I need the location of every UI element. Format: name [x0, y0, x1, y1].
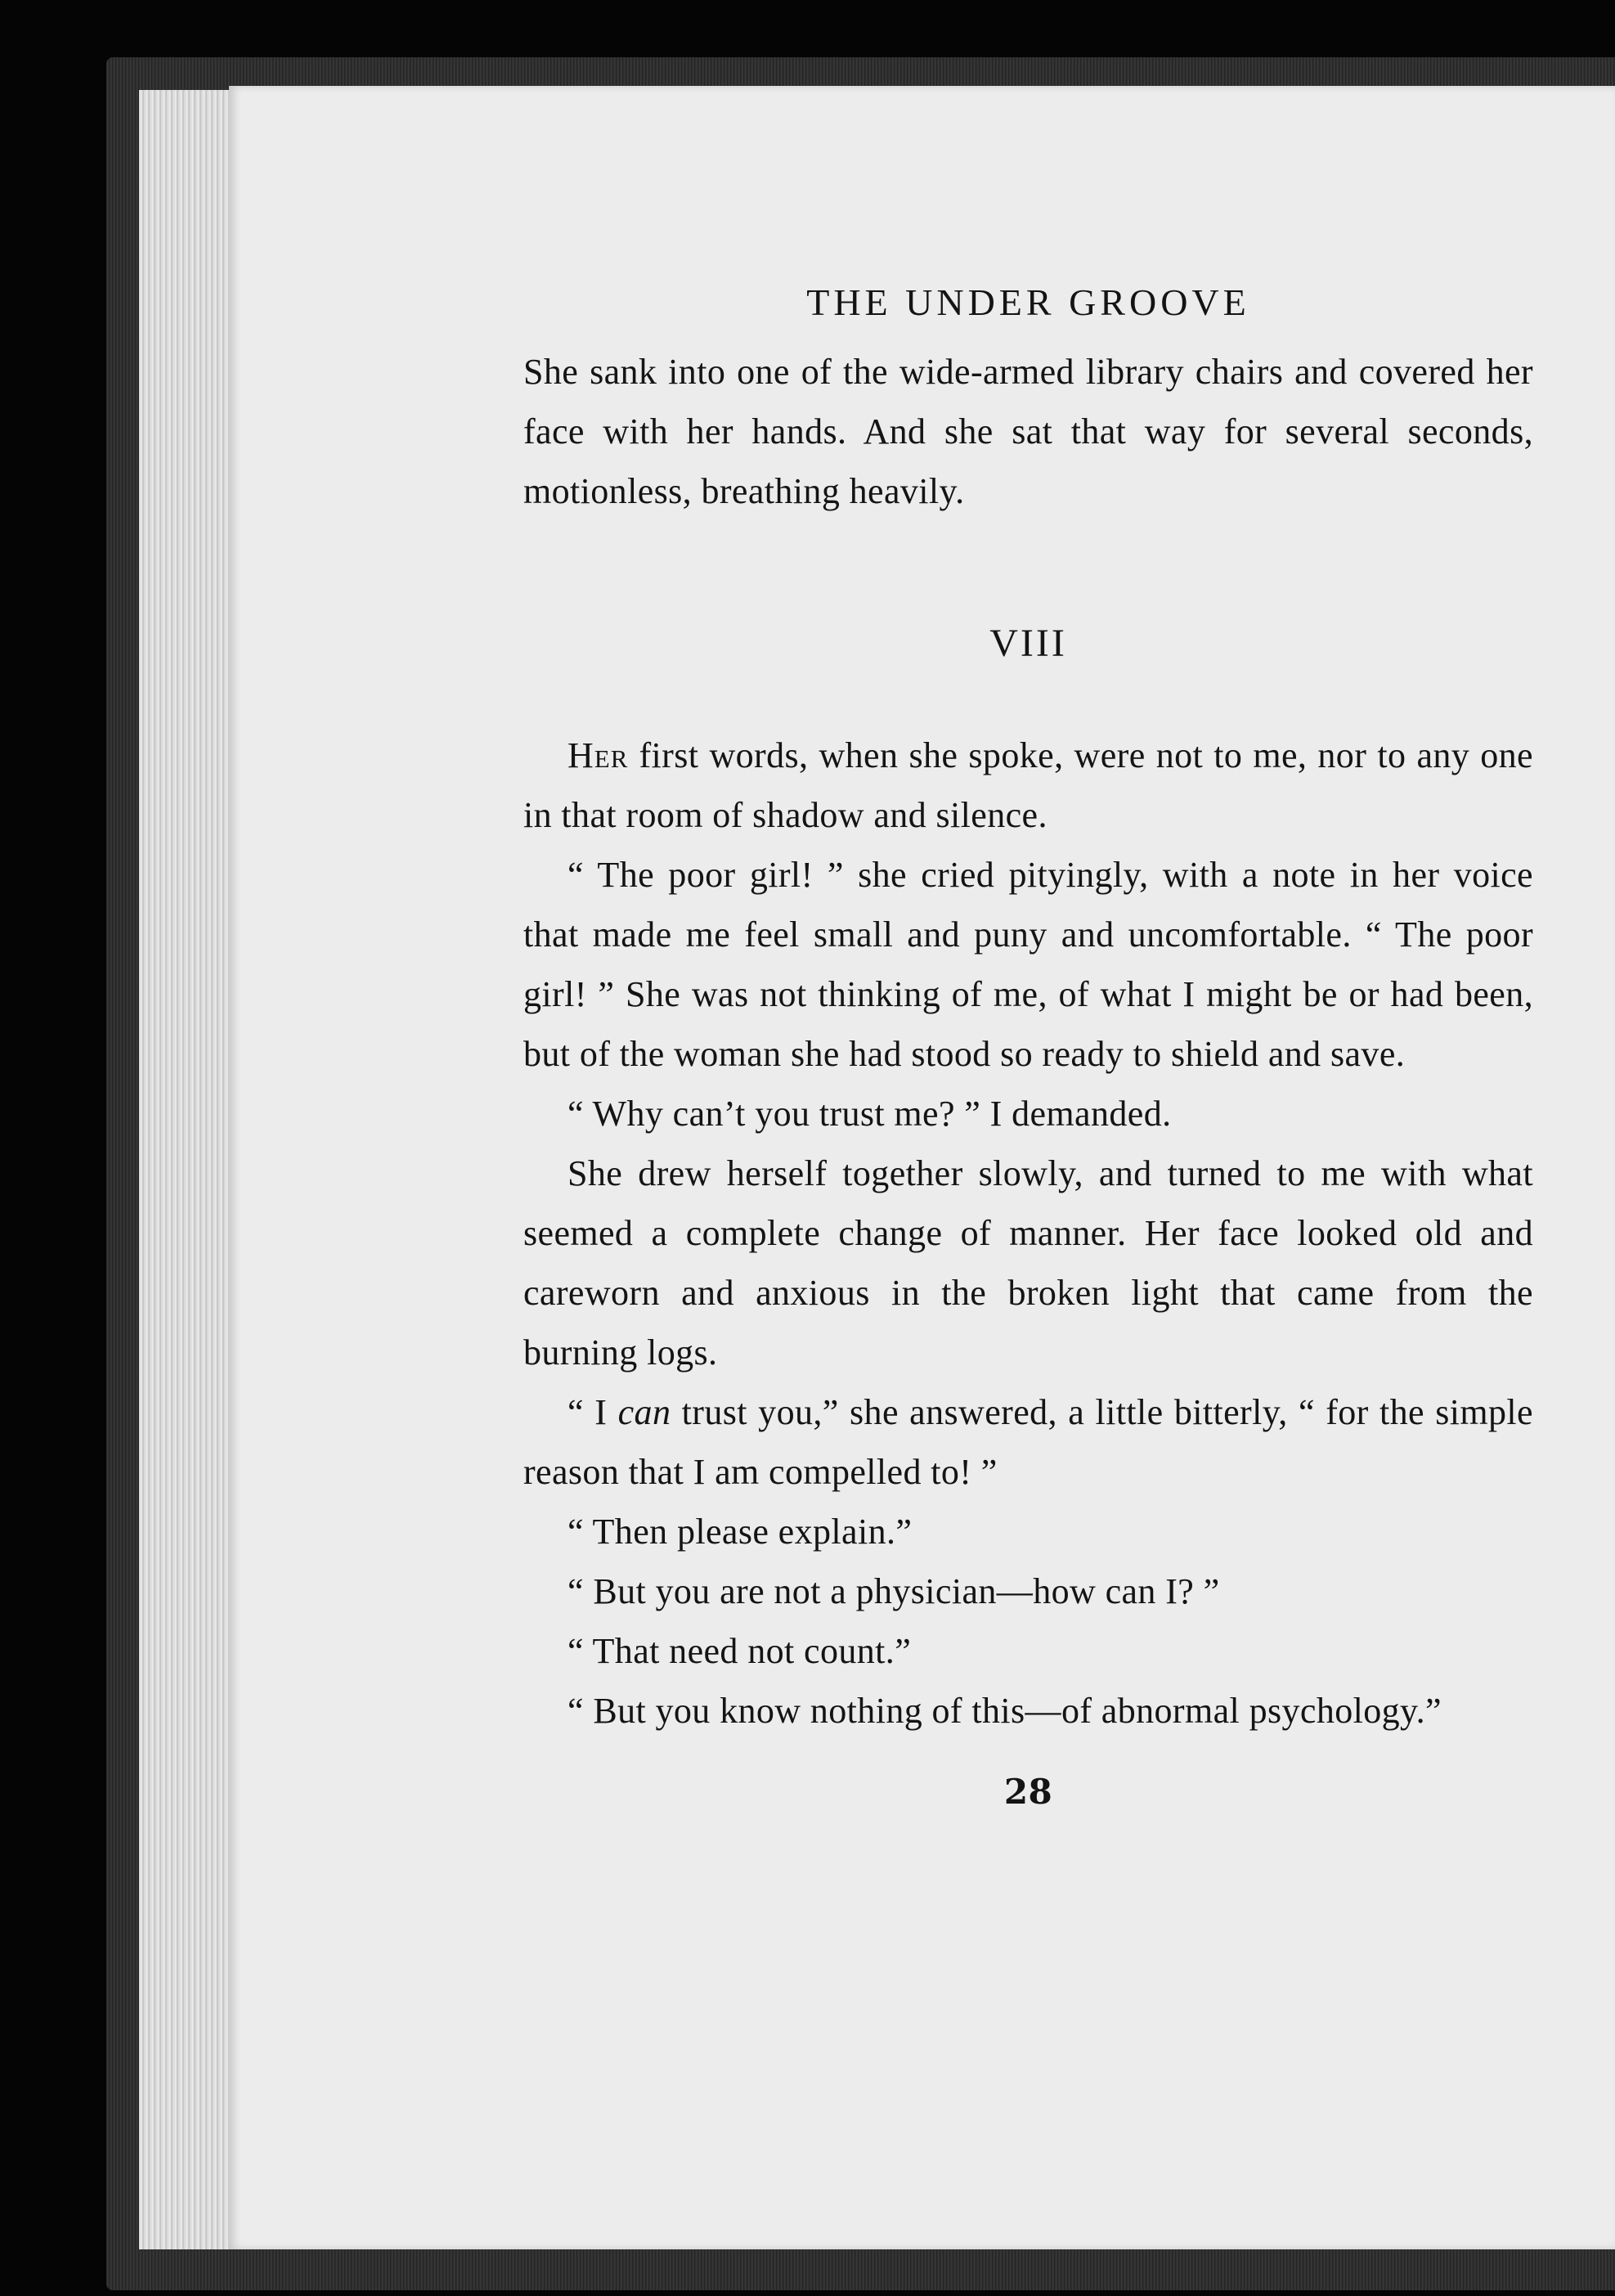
page-edges — [139, 90, 237, 2249]
running-head: THE UNDER GROOVE — [806, 281, 1250, 323]
paragraph-1 — [523, 726, 1533, 845]
page-number: 28 — [1003, 1772, 1053, 1812]
paragraph-4: She drew herself together slowly, and turned to me with what seemed a complete change of manner. Her face looked old and careworn and anxious in the broken light that came from the burning logs. — [523, 1153, 1533, 1373]
paragraph-text-after: trust you,” she answered, a little bitterly, “ for the simple reason that I am compelled to! ” — [523, 1392, 1533, 1492]
opening-paragraph: She sank into one of the wide-armed library chairs and covered her face with her hands. And she sat that way for several seconds, motionless, breathing heavily. — [523, 352, 1533, 511]
paragraph-8: “ That need not count.” — [567, 1631, 912, 1671]
paragraph-lead-word: Her — [567, 735, 629, 775]
chapter-heading: VIII — [989, 622, 1067, 665]
paragraph-5 — [523, 1382, 1533, 1502]
page-text-block — [523, 270, 1533, 1822]
paragraph-text: first words, when she spoke, were not to me, nor to any one in that room of shadow and silence. — [523, 735, 1533, 835]
paragraph-2: “ The poor girl! ” she cried pityingly, with a note in her voice that made me feel small and puny and uncomfortable. “ The poor girl! ” She was not thinking of me, of what I might be or had been, but of the woman she had stood so ready to shield and save. — [523, 855, 1533, 1074]
paragraph-3: “ Why can’t you trust me? ” I demanded. — [567, 1094, 1172, 1134]
paragraph-7: “ But you are not a physician—how can I? ” — [567, 1571, 1220, 1611]
paragraph-6: “ Then please explain.” — [567, 1512, 913, 1552]
paragraph-9: “ But you know nothing of this—of abnormal psychology.” — [567, 1691, 1442, 1731]
paragraph-text-before: “ I — [567, 1392, 618, 1432]
italic-word: can — [617, 1392, 671, 1432]
